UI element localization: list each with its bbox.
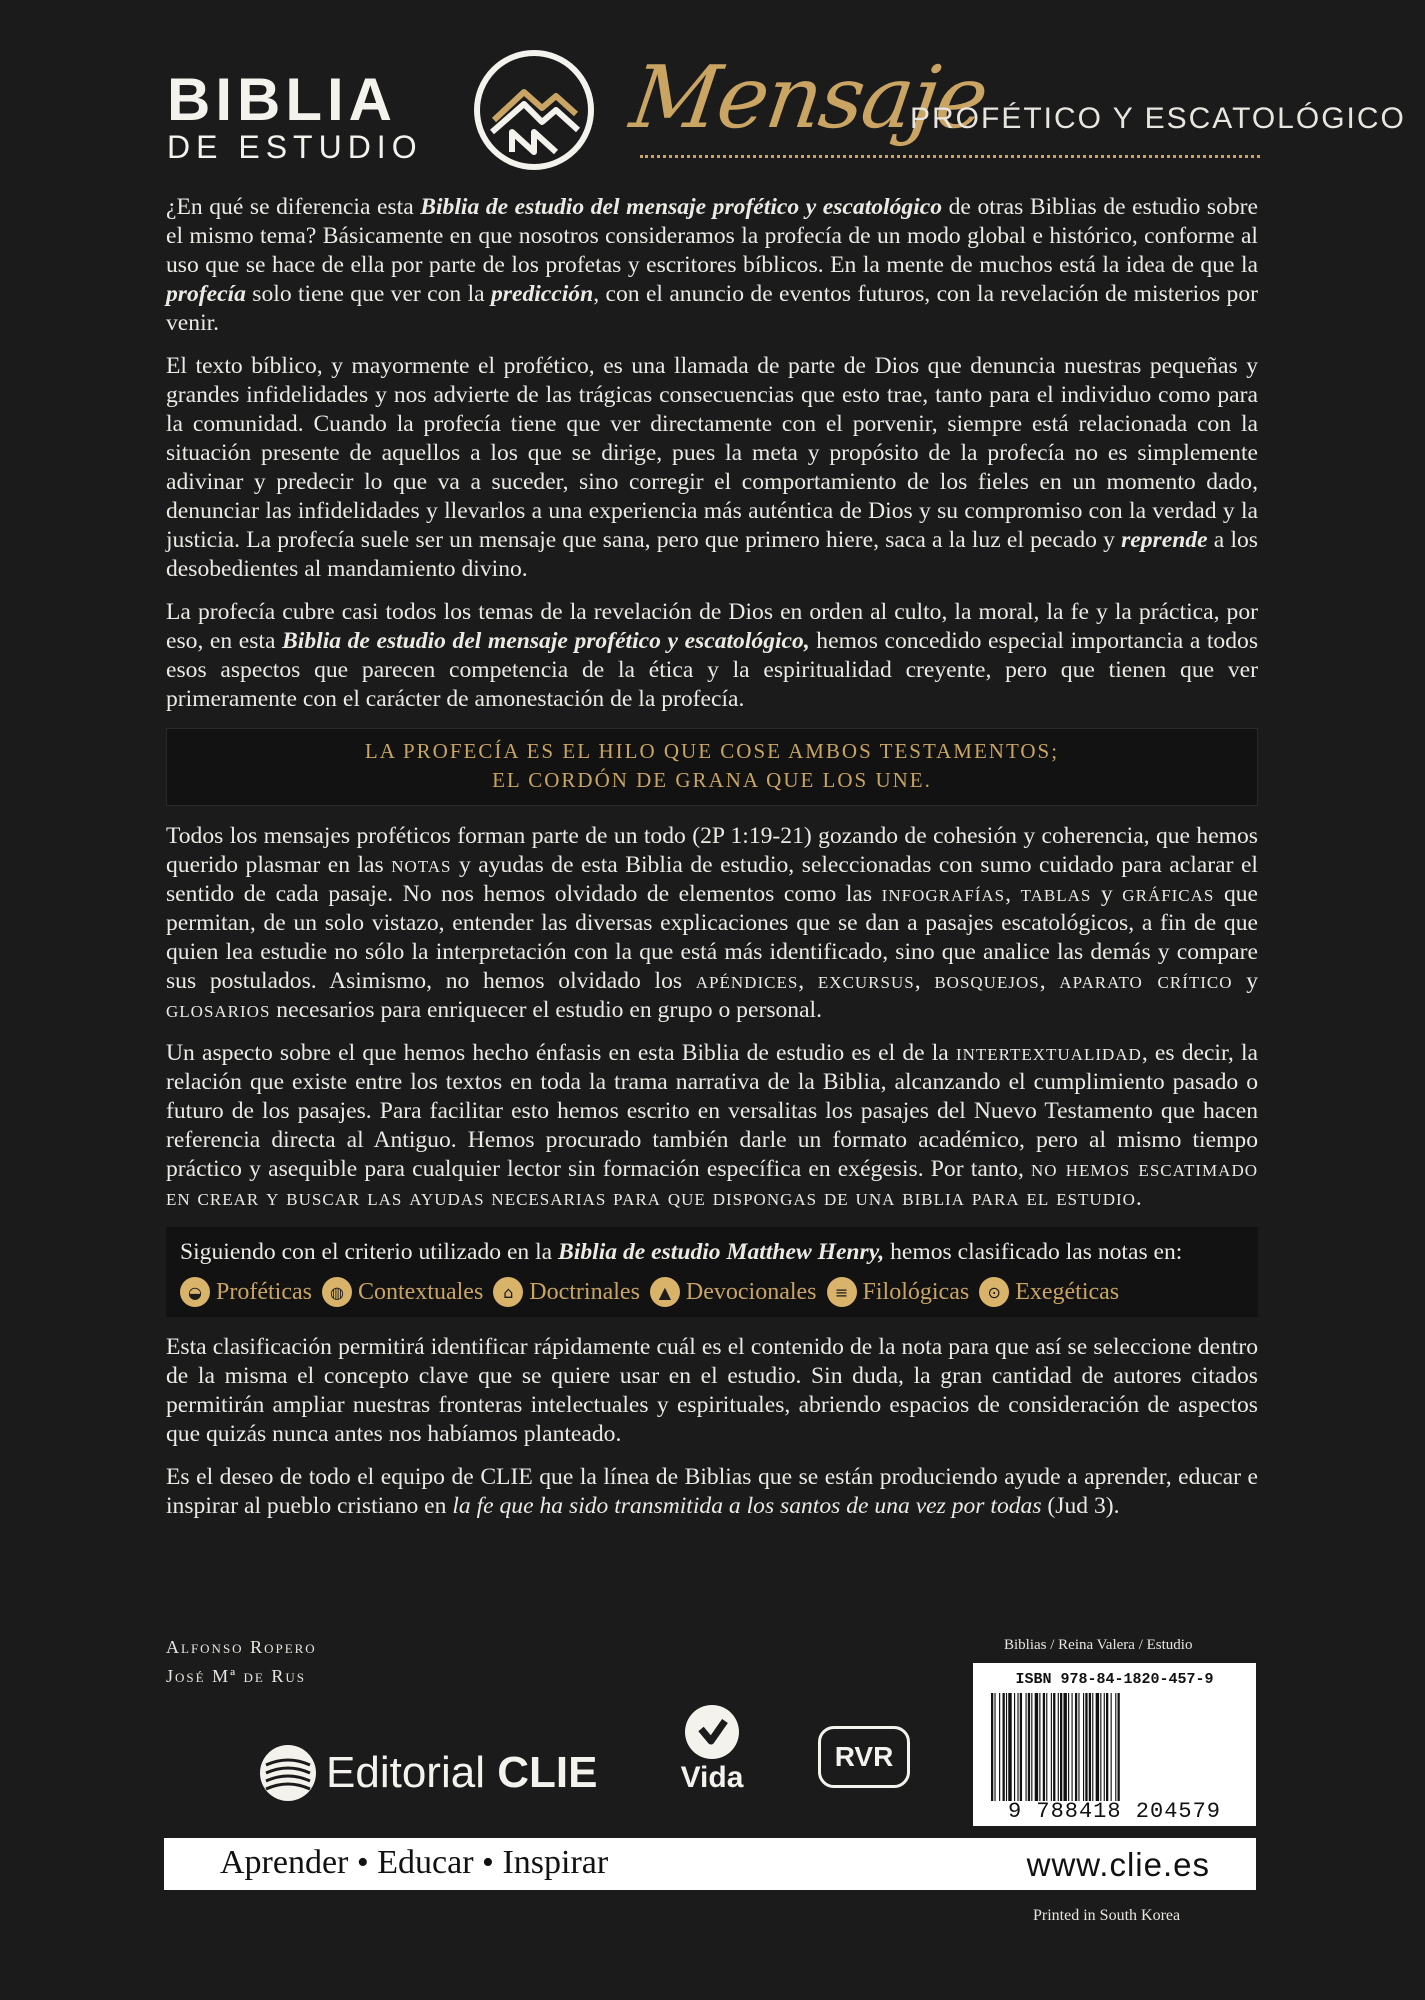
text-span: y [1232,968,1259,994]
barcode-stripe [1006,1693,1007,1801]
paragraph-6: Esta clasificación permitirá identificar rápidamente cuál es el contenido de la nota para que así se seleccione dentro de la misma el concepto clave que se quiere usar en el estudio. Sin duda, la gran cantidad de autores citados permitirán ampliar nuestras fronteras intelectuales y espirituales, abriendo espacios de consideración de aspectos que quizás nunca antes nos habíamos planteado. [166,1334,1258,1447]
publisher-prefix: Editorial [326,1748,498,1797]
paragraph-7 [166,1463,1258,1521]
barcode-stripe [1003,1693,1005,1801]
small-caps: intertextualidad [955,1040,1142,1066]
slogan: Aprender • Educar • Inspirar [220,1844,609,1881]
quote-line: EL CORDÓN DE GRANA QUE LOS UNE. [492,768,932,792]
barcode-stripe [1051,1693,1052,1801]
editorial-clie-logo [260,1745,597,1801]
barcode-stripe [1028,1693,1030,1801]
text-span: , con el anuncio de eventos futuros, con la revelación de misterios por venir. [166,281,1258,336]
paragraph-1 [166,193,1258,338]
barcode-stripe [1085,1693,1087,1801]
barcode-stripe [1020,1693,1022,1801]
book-title: Biblia de estudio del mensaje profético y escatológico [420,194,943,220]
barcode-stripe [1014,1693,1015,1801]
barcode-stripe [1053,1693,1055,1801]
barcode-stripe [1096,1693,1099,1801]
text-span: , [798,968,818,994]
note-label: Filológicas [862,1278,970,1305]
text-span: solo tiene que ver con la [245,281,491,307]
publisher-brand: CLIE [497,1748,598,1797]
barcode-stripe [1078,1693,1079,1801]
text-span: ¿En qué se diferencia esta [166,194,421,220]
note-label: Devocionales [685,1278,817,1305]
paragraph-2 [166,352,1258,584]
small-caps: notas [391,852,452,878]
category-label: Biblias / Reina Valera / Estudio [1004,1637,1193,1653]
barcode-bars [991,1693,1241,1801]
authors [166,1633,317,1691]
text-span: y [1091,881,1123,907]
note-type-profeticas [180,1277,312,1307]
barcode-stripe [1039,1693,1040,1801]
printed-in: Printed in South Korea [1033,1907,1181,1924]
paragraph-5 [166,1039,1258,1213]
barcode-stripe [991,1693,993,1801]
barcode-stripe [999,1693,1000,1801]
text-span: de otras Biblias de estudio sobre el mismo tema? Básicamente en que nosotros consideramos la profecía de un modo global e histórico, conforme al uso que se hace de ella por parte de los profetas y escritores bíblicos. En la mente de muchos está la idea de que la [166,194,1258,278]
text-span: a los desobedientes al mandamiento divino. [166,527,1258,582]
text-span: , [914,968,935,994]
magnifier-icon: ⊙ [979,1277,1009,1307]
text-span: (Jud 3). [1041,1493,1120,1519]
barcode-stripe [1106,1693,1108,1801]
barcode-stripe [1046,1693,1047,1801]
text-span: , [1039,968,1060,994]
small-caps: aparato crítico [1059,968,1233,994]
header-subtitle: PROFÉTICO Y ESCATOLÓGICO [910,102,1406,135]
text-span: que permitan, de un solo vistazo, entender las diversas explicaciones que se dan a pasajes escatológicos, a fin de que quien lea estudie no sólo la interpretación con la que está más identificado, sino que analice las demás y compare sus postulados. Asimismo, no hemos olvidado los [166,881,1259,994]
text-span: hemos clasificado las notas en: [884,1239,1183,1265]
barcode-stripe [1092,1693,1093,1801]
emphasis: reprende [1121,527,1208,553]
barcode-stripe [1118,1693,1120,1801]
barcode-stripe [1026,1693,1027,1801]
text-span: Siguiendo con el criterio utilizado en la [180,1239,559,1265]
text-span: El texto bíblico, y mayormente el profético, es una llamada de parte de Dios que denuncia nuestras pequeñas y grandes infidelidades y nos advierte de las trágicas consecuencias que esto trae, tanto para el individuo como para la comunidad. Cuando la profecía tiene que ver directamente con el porvenir, siempre está relacionada con la situación presente de aquellos a los que se dirige, pues la meta y propósito de la profecía no es simplemente adivinar y predecir lo que va a suceder, sino corregir el comportamiento de los fieles en un momento dado, denunciar las infidelidades y llevarlos a una experiencia más auténtica de Dios y su compromiso con la verdad y la justicia. La profecía suele ser un mensaje que sana, pero que primero hiere, saca a la luz el pecado y [166,353,1258,553]
text-span: hemos concedido especial importancia a todos esos aspectos que parecen competencia de la ética y la espiritualidad creyente, pero que tienen que ver primeramente con el carácter de amonestación de la profecía. [166,628,1258,712]
vida-logo [672,1705,752,1795]
barcode-stripe [1063,1693,1066,1801]
paragraph-4 [166,822,1258,1025]
barcode-stripe [1060,1693,1062,1801]
quote-line: LA PROFECÍA ES EL HILO QUE COSE AMBOS TESTAMENTOS; [364,739,1060,763]
mountain-logo-icon [472,48,596,172]
text-span: y ayudas de esta Biblia de estudio, seleccionadas con sumo cuidado para aclarar el sentido de cada pasaje. No nos hemos olvidado de elementos como las [166,852,1258,907]
small-caps: apéndices [695,968,799,994]
small-caps: infografías [881,881,1006,907]
barcode-stripe [1100,1693,1101,1801]
small-caps: no hemos escatimado en crear y buscar las ayudas necesarias para que dispongas de una biblia para el estudio. [166,1156,1258,1211]
barcode-stripe [1035,1693,1038,1801]
text-span: La profecía cubre casi todos los temas de la revelación de Dios en orden al culto, la moral, la fe y la práctica, por eso, en esta [166,599,1258,654]
barcode-stripe [1075,1693,1077,1801]
temple-icon: ⌂ [493,1277,523,1307]
vida-label: Vida [680,1761,744,1794]
text-span: Todos los mensajes proféticos forman parte de un todo (2P 1:19-21) gozando de cohesión y coherencia, que hemos querido plasmar en las [166,823,1258,878]
globe-icon: ◍ [322,1277,352,1307]
barcode-stripe [1115,1693,1116,1801]
note-label: Doctrinales [529,1278,640,1305]
barcode-stripe [1111,1693,1112,1801]
barcode-stripe [1083,1693,1084,1801]
small-caps: bosquejos [934,968,1040,994]
small-caps: gráficas [1122,881,1215,907]
text-span: , [1005,881,1021,907]
note-type-doctrinales [493,1277,640,1307]
lamp-icon: ◒ [180,1277,210,1307]
barcode-stripe [1089,1693,1091,1801]
author-name: José Mª de Rus [166,1666,306,1686]
quotation: la fe que ha sido transmitida a los santos de una vez por todas [452,1493,1042,1519]
barcode-stripe [1072,1693,1073,1801]
text-span: Es el deseo de todo el equipo de CLIE que la línea de Biblias que se están produciendo ayude a aprender, educar e inspirar al pueblo cristiano en [166,1464,1258,1519]
note-type-contextuales [322,1277,483,1307]
barcode-stripe [1031,1693,1032,1801]
barcode [973,1663,1256,1826]
author-name: Alfonso Ropero [166,1637,317,1657]
publisher-name [326,1748,597,1798]
barcode-stripe [1017,1693,1018,1801]
text-lines-icon: ≡ [827,1277,857,1307]
text-span: Un aspecto sobre el que hemos hecho énfasis en esta Biblia de estudio es el de la [166,1040,956,1066]
notes-intro [180,1237,1246,1267]
emphasis: profecía [166,281,246,307]
header [0,0,1425,190]
small-caps: excursus [817,968,915,994]
emphasis: predicción [491,281,594,307]
website-link[interactable]: www.clie.es [1026,1846,1210,1883]
text-span: necesarios para enriquecer el estudio en grupo o personal. [270,997,823,1023]
note-type-devocionales [650,1277,817,1307]
small-caps: glosarios [166,997,271,1023]
brand-title: BIBLIA [167,66,397,133]
barcode-stripe [1008,1693,1011,1801]
note-type-exegeticas [979,1277,1119,1307]
vida-check-icon [685,1705,739,1759]
barcode-stripe [1104,1693,1105,1801]
dotted-divider [640,155,1260,158]
notes-classification-box [166,1227,1258,1317]
body-text [166,193,1258,1535]
barcode-stripe [1068,1693,1069,1801]
pull-quote [166,728,1258,806]
barcode-stripe [1043,1693,1045,1801]
brand-subtitle: DE ESTUDIO [167,129,423,165]
book-stack-icon [260,1745,316,1801]
isbn-text: ISBN 978-84-1820-457-9 [1015,1671,1214,1688]
note-type-filologicas [827,1277,970,1307]
barcode-stripe [994,1693,995,1801]
book-title: Biblia de estudio del mensaje profético y escatológico, [282,628,810,654]
ean-digits: 9 788418 204579 [1007,1799,1222,1824]
note-label: Proféticas [216,1278,312,1305]
small-caps: tablas [1020,881,1092,907]
book-title: Biblia de estudio Matthew Henry, [558,1239,885,1265]
barcode-stripe [1058,1693,1059,1801]
text-span: , es decir, la relación que existe entre los textos en toda la trama narrativa de la Biblia, alcanzando el cumplimiento pasado o futuro de los pasajes. Para facilitar esto hemos escrito en versalitas los pasajes del Nuevo Testamento que hacen referencia directa al Antiguo. Hemos procurado también darle un formato académico, pero al mismo tiempo práctico y asequible para cualquier lector sin formación específica en exégesis. Por tanto, [166,1040,1258,1182]
note-types [180,1277,1246,1307]
rvr-logo: RVR [818,1726,910,1788]
footer-bar [164,1838,1256,1890]
paragraph-3 [166,598,1258,714]
note-label: Exegéticas [1015,1278,1120,1305]
note-label: Contextuales [357,1278,484,1305]
script-title: Mensaje [624,48,993,148]
praying-hands-icon: ▲ [650,1277,680,1307]
